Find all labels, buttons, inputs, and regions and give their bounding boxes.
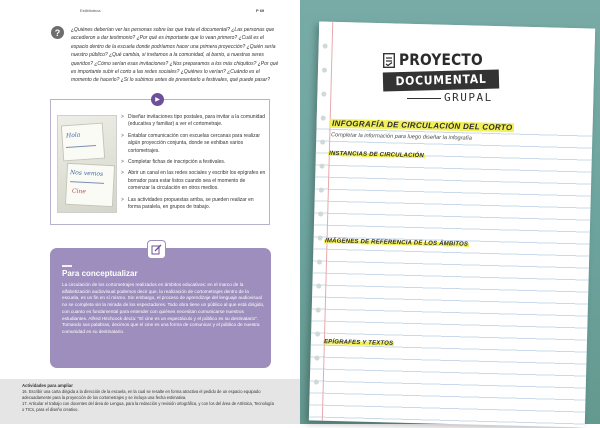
postcards-photo xyxy=(57,115,117,213)
document-icon xyxy=(383,53,395,68)
list-item: > Las actividades propuestas arriba, se pueden realizar en forma paralela, en grupos de trabajo. xyxy=(121,197,266,212)
list-item: > Entablar comunicación con escuelas cercanas para realizar algún proyección conjunta, donde se exhiban varios cortometrajes. xyxy=(121,133,266,155)
photo-script-3: Cine xyxy=(71,187,87,196)
concept-title: Para conceptualizar xyxy=(62,269,138,278)
infographic-subtitle: Completar la información para luego diseñar la infografía xyxy=(330,132,472,142)
concept-text: La circulación de los cortometrajes realizados en ámbitos educativos: en el marco de la alfabetización audiovisual podemos decir que, la realización de cortometrajes dentro de la escuela, es un fin en sí mismo. Sin embargo, el proceso de aprendizaje del lenguaje audiovisual no se completa sin la mirada de los espectadores. Todo obra tiene un público al que está dirigido, con cuanto es fundamental para entender con quiénes necesitan comunicarse nuestros estudiantes. Alfred Hitchcock decía: "El cine es un espectáculo y el público es su destinatario". Tomando sus palabras, decimos que el cine es una forma de comunicar y el público de nuestra comunidad es su destinatario. xyxy=(62,282,265,334)
project-title: PROYECTO xyxy=(399,50,483,69)
footer-title: Actividades para ampliar xyxy=(22,383,73,388)
grupal-rule xyxy=(407,98,441,99)
intro-questions: ¿Quiénes deberían ver las personas sobre las que trata el documental? ¿Las personas que accedieron a dar testimonio? ¿Por qué es importante que lo vean primero? ¿Cuál es el espacio dentro de la escuela donde podríamos hacer una primera proyección? ¿Quién sería nuestro público? ¿Qué cambia, si invitamos a la comunidad, al barrio, a nuestras seres queridos? ¿Cómo serían esas invitaciones? ¿Nos preparamos a los más chiquitos? ¿Por qué es importante subir el corto a las redes sociales? ¿Quiénes lo verían? ¿Cuándo es el momento de hacerlo? ¿Si lo subimos antes de presentarlo a festivales, qué puede pasar? xyxy=(71,27,279,84)
infographic-title: INFOGRAFÍA DE CIRCULACIÓN DEL CORTO xyxy=(331,118,513,133)
section-epigrafes: EPÍGRAFES Y TEXTOS xyxy=(323,339,394,347)
list-item: > Abrir un canal en las redes sociales y escribir los epígrafes en borrador para estar listos cuando sea el momento de comenzar la circulación en otros medios. xyxy=(121,170,266,192)
pencil-note-icon xyxy=(147,240,166,259)
grupal-label: GRUPAL xyxy=(444,91,493,104)
section-imagenes: IMÁGENES DE REFERENCIA DE LOS ÁMBITOS xyxy=(324,238,469,248)
photo-script-1: Hola xyxy=(65,131,81,140)
page-number: P 69 xyxy=(256,8,265,13)
play-icon[interactable]: ▶ xyxy=(151,93,164,106)
list-item: > Diseñar invitaciones tipo postales, para invitar a la comunidad (educativa y familiar) a ver el cortometraje. xyxy=(121,114,266,129)
question-icon: ? xyxy=(51,26,64,39)
list-item: > Completar fichas de inscripción a festivales. xyxy=(121,159,266,166)
documental-label: DOCUMENTAL xyxy=(395,71,487,89)
footer-notes xyxy=(22,389,277,413)
photo-script-2: Nos vemos xyxy=(69,169,104,178)
footer-note: 16. Escribir una carta dirigida a la dirección de la escuela, en la cual se resalte en forma atractiva el pedido de un espacio equipado adecuadamente para la proyección de los cortometrajes y se incluya una fecha estimativa. xyxy=(22,389,261,400)
section-instancias: INSTANCIAS DE CIRCULACIÓN xyxy=(328,150,424,160)
concept-title-rule xyxy=(62,265,72,267)
running-head: Estiblioteca xyxy=(80,8,101,13)
footer-note: 17. Articular el trabajo con docentes del área de Lengua, para la redacción y revisión ortográfica, y con los del área de Artística, Tecnología o TICs, para el diseño creativo. xyxy=(22,401,274,412)
activity-list xyxy=(121,114,266,215)
